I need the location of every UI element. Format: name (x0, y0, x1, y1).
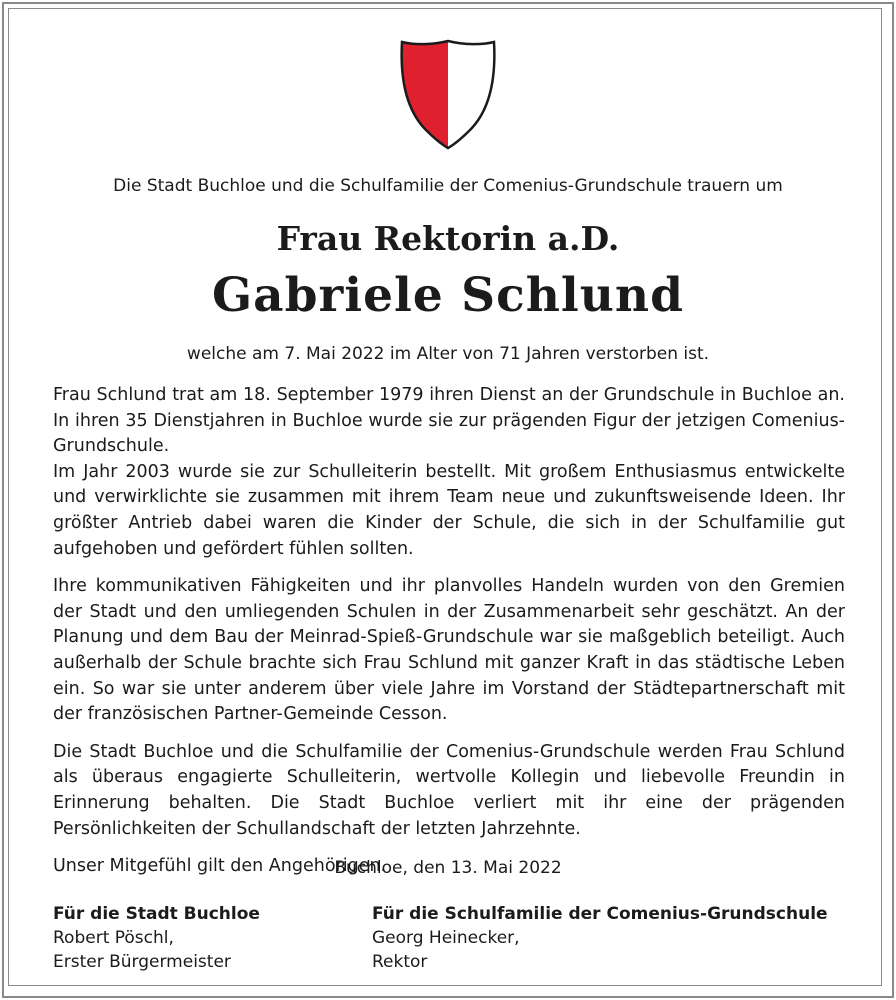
paragraph-4: Die Stadt Buchloe und die Schulfamilie der Comenius-Grundschule werden Frau Schlund als überaus engagierte Schulleiterin, wertvolle Kollegin und liebevolle Freundin in Erinnerung behalten. Die Stadt Buchloe verliert mit ihr eine der prägenden Persönlichkeiten der Schullandschaft der letzten Jahrzehnte. (53, 741, 845, 839)
paragraph-5: Unser Mitgefühl gilt den Angehörigen. (53, 856, 387, 877)
signature-school (372, 902, 828, 974)
signature-city (53, 902, 260, 974)
paragraph-1: Frau Schlund trat am 18. September 1979 ihren Dienst an der Grundschule in Buchloe an. In ihren 35 Dienstjahren in Buchloe wurde sie zur prägenden Figur der jetzigen Comenius-Grundschule. (53, 385, 845, 457)
signature-heading: Für die Stadt Buchloe (53, 904, 260, 924)
deceased-name: Gabriele Schlund (212, 268, 684, 323)
paragraph-3: Ihre kommunikativen Fähigkeiten und ihr planvolles Handeln wurden von den Gremien der Stadt und den umliegenden Schulen in der Zusammenarbeit sehr geschätzt. An der Planung und dem Bau der Meinrad-Spieß-Grundschule war sie maßgeblich beteiligt. Auch außerhalb der Schule brachte sich Frau Schlund mit ganzer Kraft in das städtische Leben ein. So war sie unter anderem über viele Jahre im Vorstand der Städtepartnerschaft mit der französischen Partner-Gemeinde Cesson. (53, 576, 845, 725)
date-line: Buchloe, den 13. Mai 2022 (334, 858, 562, 878)
obituary-text (53, 383, 845, 892)
signature-role: Erster Bürgermeister (53, 952, 231, 972)
title-line: Frau Rektorin a.D. (276, 219, 620, 258)
death-line: welche am 7. Mai 2022 im Alter von 71 Jahren verstorben ist. (186, 344, 710, 364)
signature-name: Robert Pöschl, (53, 928, 174, 948)
signature-role: Rektor (372, 952, 428, 972)
signature-heading: Für die Schulfamilie der Comenius-Grundschule (372, 904, 828, 924)
signature-name: Georg Heinecker, (372, 928, 520, 948)
coat-of-arms-shield-icon (398, 38, 498, 150)
intro-line: Die Stadt Buchloe und die Schulfamilie der Comenius-Grundschule trauern um (113, 176, 783, 196)
paragraph-2: Im Jahr 2003 wurde sie zur Schulleiterin bestellt. Mit großem Enthusiasmus entwickelte und verwirklichte sie zusammen mit ihrem Team neue und zukunftsweisende Ideen. Ihr größter Antrieb dabei waren die Kinder der Schule, die sich in der Schulfamilie gut aufgehoben und gefördert fühlen sollten. (53, 461, 845, 559)
